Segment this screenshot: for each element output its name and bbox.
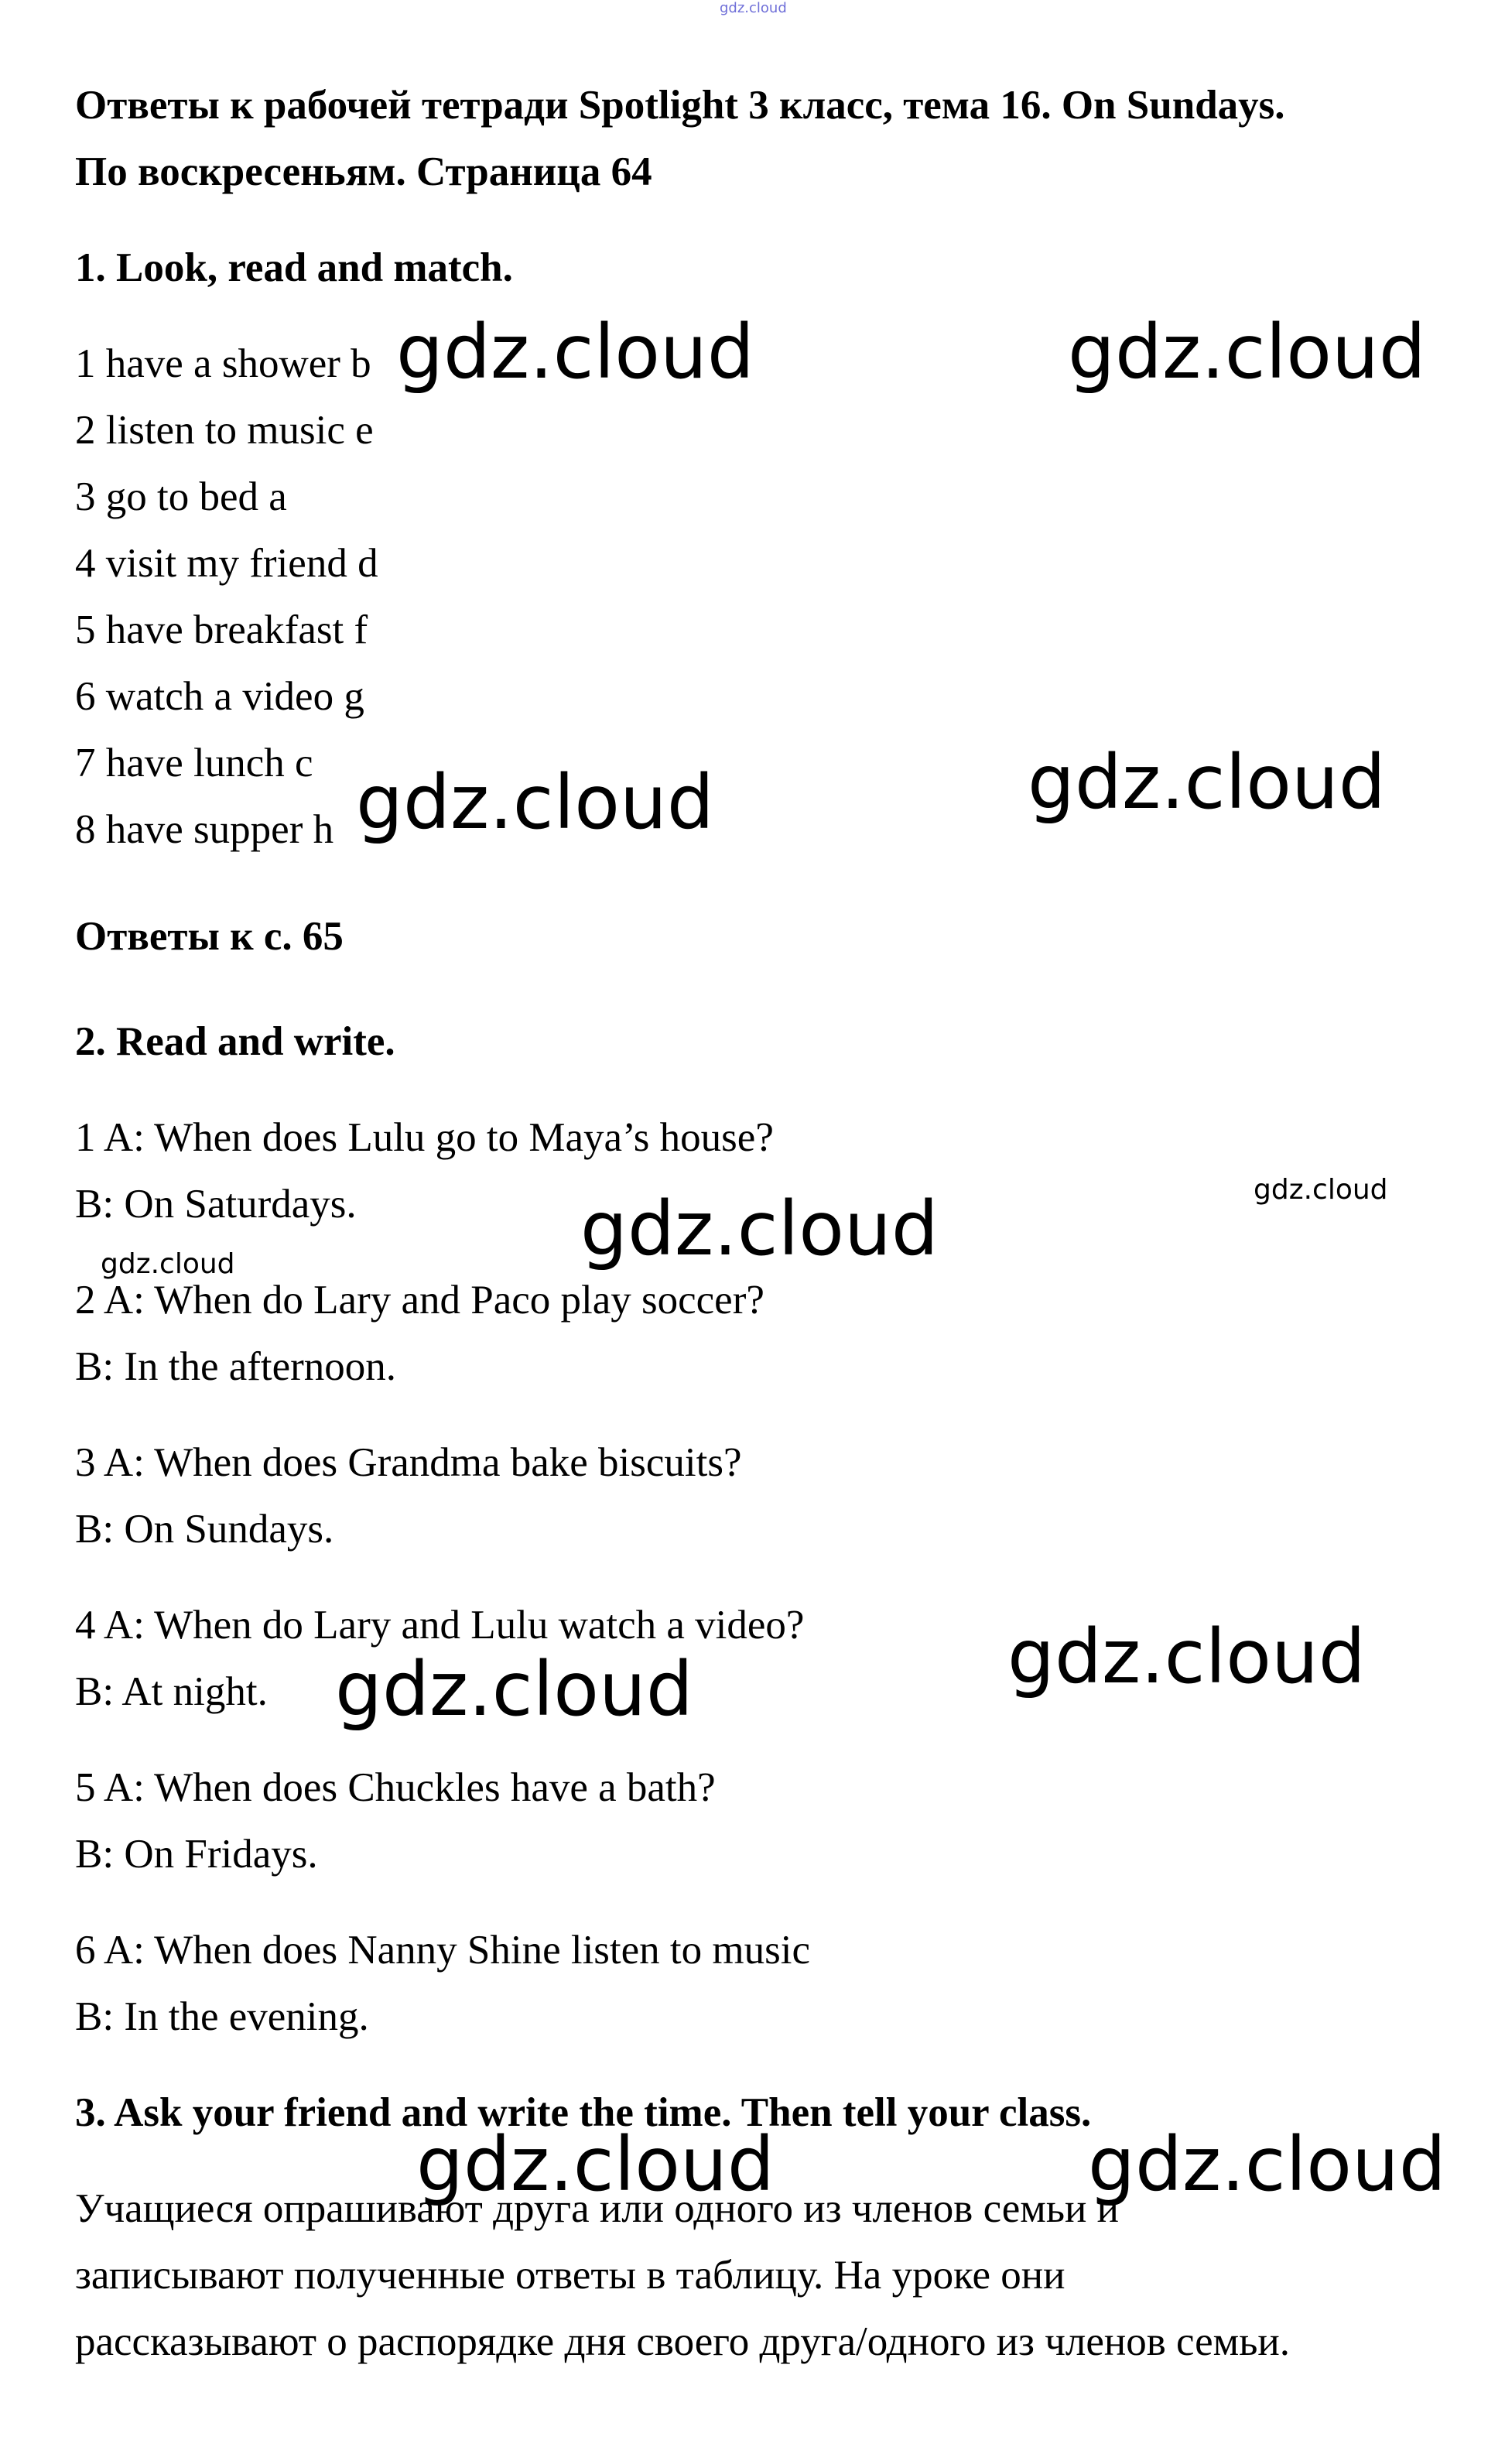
ex2-question: 2 A: When do Lary and Paco play soccer? <box>75 1278 764 1323</box>
ex2-answer: B: On Fridays. <box>75 1832 318 1877</box>
ex1-item: 6 watch a video g <box>75 674 364 719</box>
watermark: gdz.cloud <box>416 2121 775 2208</box>
watermark: gdz.cloud <box>1028 739 1386 826</box>
ex2-answer: B: On Saturdays. <box>75 1182 357 1227</box>
ex1-item: 8 have supper h <box>75 807 334 852</box>
page-title-line-2: По воскресеньям. Страница 64 <box>75 149 652 194</box>
watermark: gdz.cloud <box>580 1186 939 1272</box>
watermark: gdz.cloud <box>1007 1614 1366 1700</box>
ex3-text-line: записывают полученные ответы в таблицу. На уроке они <box>75 2253 1065 2298</box>
watermark: gdz.cloud <box>335 1646 693 1733</box>
ex2-question: 4 A: When do Lary and Lulu watch a video? <box>75 1603 805 1648</box>
ex1-item: 3 go to bed a <box>75 474 287 519</box>
page-65-heading: Ответы к с. 65 <box>75 914 344 959</box>
watermark: gdz.cloud <box>1088 2121 1446 2208</box>
ex2-answer: B: In the evening. <box>75 1994 369 2039</box>
watermark: gdz.cloud <box>356 759 714 846</box>
ex2-question: 1 A: When does Lulu go to Maya’s house? <box>75 1115 774 1160</box>
watermark-small: gdz.cloud <box>101 1248 235 1280</box>
watermark-top: gdz.cloud <box>720 0 787 16</box>
ex1-item: 4 visit my friend d <box>75 541 378 586</box>
watermark: gdz.cloud <box>396 309 754 395</box>
ex2-question: 5 A: When does Chuckles have a bath? <box>75 1765 716 1810</box>
ex2-answer: B: In the afternoon. <box>75 1344 397 1389</box>
exercise-3-heading: 3. Ask your friend and write the time. Then tell your class. <box>75 2090 1092 2135</box>
ex2-question: 6 A: When does Nanny Shine listen to music <box>75 1928 810 1973</box>
ex1-item: 1 have a shower b <box>75 341 371 386</box>
watermark-small: gdz.cloud <box>1254 1174 1388 1206</box>
ex1-item: 7 have lunch c <box>75 741 313 785</box>
ex3-text-line: Учащиеся опрашивают друга или одного из членов семьи и <box>75 2186 1119 2231</box>
ex1-item: 2 listen to music e <box>75 408 374 453</box>
ex3-text-line: рассказывают о распорядке дня своего друга/одного из членов семьи. <box>75 2319 1290 2364</box>
watermark: gdz.cloud <box>1068 309 1426 395</box>
ex2-question: 3 A: When does Grandma bake biscuits? <box>75 1440 742 1485</box>
ex1-item: 5 have breakfast f <box>75 607 368 652</box>
page-title-line-1: Ответы к рабочей тетради Spotlight 3 класс, тема 16. On Sundays. <box>75 83 1285 128</box>
ex2-answer: B: On Sundays. <box>75 1507 334 1552</box>
exercise-2-heading: 2. Read and write. <box>75 1019 395 1064</box>
ex2-answer: B: At night. <box>75 1669 268 1714</box>
exercise-1-heading: 1. Look, read and match. <box>75 245 513 290</box>
